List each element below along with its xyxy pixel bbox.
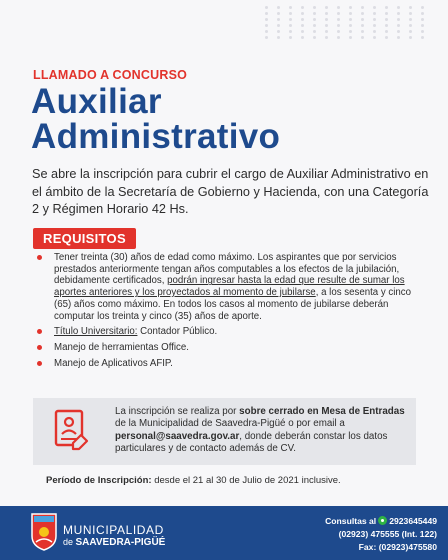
decorative-dot <box>385 30 388 33</box>
decorative-dot <box>361 18 364 21</box>
decorative-dot <box>325 30 328 33</box>
decorative-dot <box>301 36 304 39</box>
decorative-dot <box>301 24 304 27</box>
decorative-dot <box>373 12 376 15</box>
municipal-shield-icon <box>30 512 58 552</box>
requirements-heading: REQUISITOS <box>33 228 136 249</box>
decorative-dot <box>361 36 364 39</box>
intro-paragraph: Se abre la inscripción para cubrir el cargo de Auxiliar Administrativo en el ámbito de la Secretaría de Gobierno y Hacienda, con una Categoría 2 y Régimen Horario 42 Hs. <box>32 167 429 216</box>
decorative-dot <box>397 18 400 21</box>
decorative-dot <box>325 36 328 39</box>
decorative-dot <box>349 24 352 27</box>
requirements-list <box>37 252 415 373</box>
decorative-dot <box>421 6 424 9</box>
decorative-dot <box>385 36 388 39</box>
decorative-dot <box>361 24 364 27</box>
bullet-icon <box>37 361 42 366</box>
requirement-item-afip: Manejo de Aplicativos AFIP. <box>37 358 415 370</box>
decorative-dot <box>313 12 316 15</box>
bullet-icon <box>37 345 42 350</box>
decorative-dot <box>421 12 424 15</box>
decorative-dot <box>385 24 388 27</box>
decorative-dot <box>301 6 304 9</box>
decorative-dot <box>397 30 400 33</box>
decorative-dot <box>349 30 352 33</box>
decorative-dot <box>397 24 400 27</box>
decorative-dot <box>349 12 352 15</box>
registration-period: Período de Inscripción: desde el 21 al 30 de Julio de 2021 inclusive. <box>46 475 341 486</box>
decorative-dot <box>361 6 364 9</box>
email-address[interactable]: personal@saavedra.gov.ar <box>115 430 240 442</box>
decorative-dot <box>289 12 292 15</box>
requirement-item-age: Tener treinta (30) años de edad como máximo. Los aspirantes que por servicios prestados anteriormente tengan años computables a los efectos de la jubilación, debidamente certificados, podrán ingresar hasta la edad que resulte de sumar los aportes anteriores y los proyectados al momento de jubilarse, a los sesenta y cinco (65) años como máximo. En todos los casos al momento de jubilarse deberán computar los treinta y cinco (35) años de aporte. <box>37 252 415 322</box>
decorative-dot <box>397 6 400 9</box>
decorative-dot <box>265 24 268 27</box>
decorative-dot <box>421 30 424 33</box>
whatsapp-icon <box>378 516 387 525</box>
decorative-dot <box>277 30 280 33</box>
whatsapp-number[interactable]: 2923645449 <box>389 516 437 526</box>
decorative-dot <box>409 36 412 39</box>
contact-info <box>325 515 437 554</box>
decorative-dot <box>265 30 268 33</box>
decorative-dot <box>325 24 328 27</box>
decorative-dot <box>421 36 424 39</box>
decorative-dot <box>277 12 280 15</box>
registration-info-text: La inscripción se realiza por sobre cerrado en Mesa de Entradas de la Municipalidad de Saavedra-Pigüé o por email a personal@saavedra.gov.ar, donde deberán constar los datos particulares y de contacto además de CV. <box>115 406 405 454</box>
decorative-dot <box>373 36 376 39</box>
bullet-icon <box>37 329 42 334</box>
decorative-dot <box>325 18 328 21</box>
bullet-icon <box>37 255 42 260</box>
decorative-dot <box>289 6 292 9</box>
municipality-name: MUNICIPALIDAD <box>63 523 164 537</box>
decorative-dot <box>409 24 412 27</box>
decorative-dot <box>265 36 268 39</box>
decorative-dot <box>337 6 340 9</box>
job-title-line-2: Administrativo <box>31 117 281 156</box>
decorative-dot <box>277 36 280 39</box>
decorative-dot <box>289 24 292 27</box>
decorative-dot <box>361 30 364 33</box>
decorative-dot <box>409 18 412 21</box>
decorative-dot <box>277 18 280 21</box>
decorative-dot <box>325 12 328 15</box>
decorative-dot <box>373 30 376 33</box>
decorative-dot <box>385 18 388 21</box>
registration-info-box <box>33 398 416 465</box>
decorative-dot <box>313 30 316 33</box>
decorative-dot <box>301 18 304 21</box>
municipality-place: de SAAVEDRA-PIGÜÉ <box>63 537 166 548</box>
decorative-dot <box>277 24 280 27</box>
decorative-dot <box>349 18 352 21</box>
decorative-dot <box>265 12 268 15</box>
decorative-dot <box>337 30 340 33</box>
decorative-dot <box>349 36 352 39</box>
decorative-dot <box>397 12 400 15</box>
decorative-dot <box>337 12 340 15</box>
decorative-dot <box>313 24 316 27</box>
decorative-dot <box>421 18 424 21</box>
decorative-dot <box>373 24 376 27</box>
decorative-dot <box>337 18 340 21</box>
decorative-dot <box>313 18 316 21</box>
decorative-dot <box>361 12 364 15</box>
decorative-dot <box>289 18 292 21</box>
decorative-dot <box>409 30 412 33</box>
decorative-dot <box>301 30 304 33</box>
decorative-dot <box>313 6 316 9</box>
decorative-dot <box>349 6 352 9</box>
decorative-dot <box>289 36 292 39</box>
decorative-dot <box>277 6 280 9</box>
decorative-dot <box>301 12 304 15</box>
decorative-dot <box>397 36 400 39</box>
requirement-item-office: Manejo de herramientas Office. <box>37 342 415 354</box>
call-kicker: LLAMADO A CONCURSO <box>33 68 188 82</box>
footer-bar <box>0 506 448 560</box>
decorative-dot <box>337 36 340 39</box>
decorative-dot <box>385 12 388 15</box>
decorative-dot <box>373 6 376 9</box>
fax-number: Fax: (02923)475580 <box>358 542 437 552</box>
decorative-dot <box>409 6 412 9</box>
decorative-dot-grid <box>265 6 430 39</box>
decorative-dot <box>265 6 268 9</box>
decorative-dot <box>289 30 292 33</box>
decorative-dot <box>265 18 268 21</box>
requirement-item-degree: Título Universitario: Contador Público. <box>37 326 415 338</box>
decorative-dot <box>325 6 328 9</box>
job-title-line-1: Auxiliar <box>31 82 162 121</box>
decorative-dot <box>385 6 388 9</box>
decorative-dot <box>373 18 376 21</box>
decorative-dot <box>337 24 340 27</box>
decorative-dot <box>409 12 412 15</box>
phone-number[interactable]: (02923) 475555 (Int. 122) <box>338 529 437 539</box>
form-document-icon <box>47 407 95 455</box>
decorative-dot <box>313 36 316 39</box>
contact-whatsapp-line: Consultas al 2923645449 <box>325 516 437 526</box>
decorative-dot <box>421 24 424 27</box>
job-title <box>31 84 280 154</box>
